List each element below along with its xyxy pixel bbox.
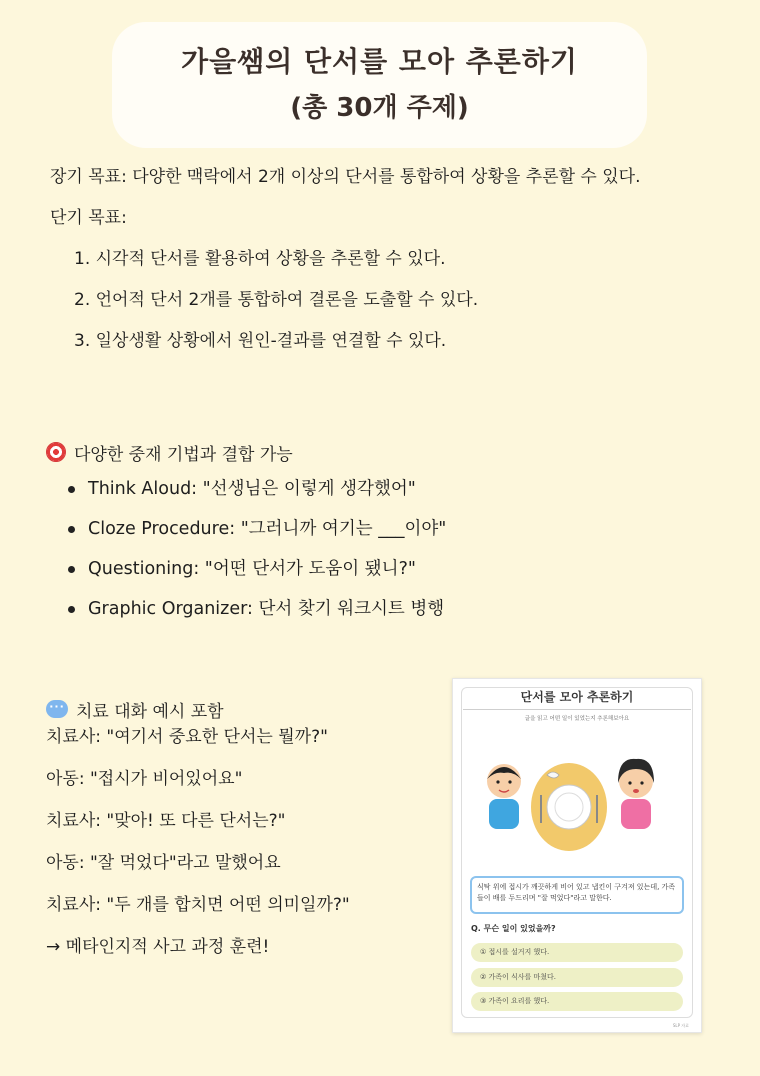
page-subtitle: (총 30개 주제) [290, 93, 469, 123]
dialogue-line: 치료사: "두 개를 합치면 어떤 의미일까?" [46, 895, 350, 915]
worksheet-subtitle: 글을 읽고 어떤 일이 있었는지 추론해보아요 [524, 716, 630, 722]
worksheet-footer: SLP 자료 [672, 1023, 689, 1028]
short-term-goal-1: 1. 시각적 단서를 활용하여 상황을 추론할 수 있다. [74, 249, 446, 269]
list-item: Questioning: "어떤 단서가 도움이 됐니?" [68, 555, 736, 595]
answer-option-2[interactable]: ② 가족이 식사를 마쳤다. [471, 968, 683, 987]
short-term-goal-3: 3. 일상생활 상황에서 원인-결과를 연결할 수 있다. [74, 331, 447, 351]
dialogue-line: 아동: "접시가 비어있어요" [46, 769, 243, 789]
intervention-heading-row [46, 437, 736, 467]
short-term-label: 단기 목표: [50, 208, 127, 228]
short-term-goal-2: 2. 언어적 단서 2개를 통합하여 결론을 도출할 수 있다. [74, 290, 479, 310]
intervention-heading: 다양한 중재 기법과 결합 가능 [74, 444, 293, 465]
dialogue-section [46, 695, 436, 975]
target-icon [46, 442, 66, 462]
dialogue-heading: 치료 대화 예시 포함 [76, 701, 224, 722]
worksheet-question: Q. 무슨 일이 있었을까? [471, 924, 556, 933]
goals-section [50, 166, 740, 371]
worksheet-preview [452, 678, 702, 1033]
scenario-box: 식탁 위에 접시가 깨끗하게 비어 있고 냅킨이 구겨져 있는데, 가족들이 배를 두드리며 "잘 먹었다"라고 말한다. [470, 876, 684, 914]
title-card [112, 22, 647, 148]
intervention-section [46, 437, 736, 635]
speech-bubble-icon: ··· [46, 700, 68, 718]
plate-illustration [547, 785, 591, 829]
long-term-goal: 장기 목표: 다양한 맥락에서 2개 이상의 단서를 통합하여 상황을 추론할 수 있다. [50, 167, 641, 187]
girl-illustration [618, 759, 654, 829]
answer-option-1[interactable]: ① 접시를 설거지 했다. [471, 943, 683, 962]
boy-illustration [487, 764, 521, 829]
intervention-list [46, 475, 736, 635]
list-item: Think Aloud: "선생님은 이렇게 생각했어" [68, 475, 736, 515]
page-title: 가을쌤의 단서를 모아 추론하기 [181, 45, 578, 78]
list-item: Cloze Procedure: "그러니까 여기는 ___이야" [68, 515, 736, 555]
answer-option-3[interactable]: ③ 가족이 요리를 했다. [471, 992, 683, 1011]
list-item: Graphic Organizer: 단서 찾기 워크시트 병행 [68, 595, 736, 635]
worksheet-title: 단서를 모아 추론하기 [520, 690, 634, 704]
meal-illustration [461, 737, 677, 855]
worksheet-divider [463, 709, 691, 710]
dialogue-line: 아동: "잘 먹었다"라고 말했어요 [46, 853, 281, 873]
dialogue-conclusion: → 메타인지적 사고 과정 훈련! [46, 937, 270, 957]
dialogue-line: 치료사: "맞아! 또 다른 단서는?" [46, 811, 286, 831]
dialogue-heading-row [46, 695, 436, 723]
dialogue-line: 치료사: "여기서 중요한 단서는 뭘까?" [46, 727, 328, 747]
